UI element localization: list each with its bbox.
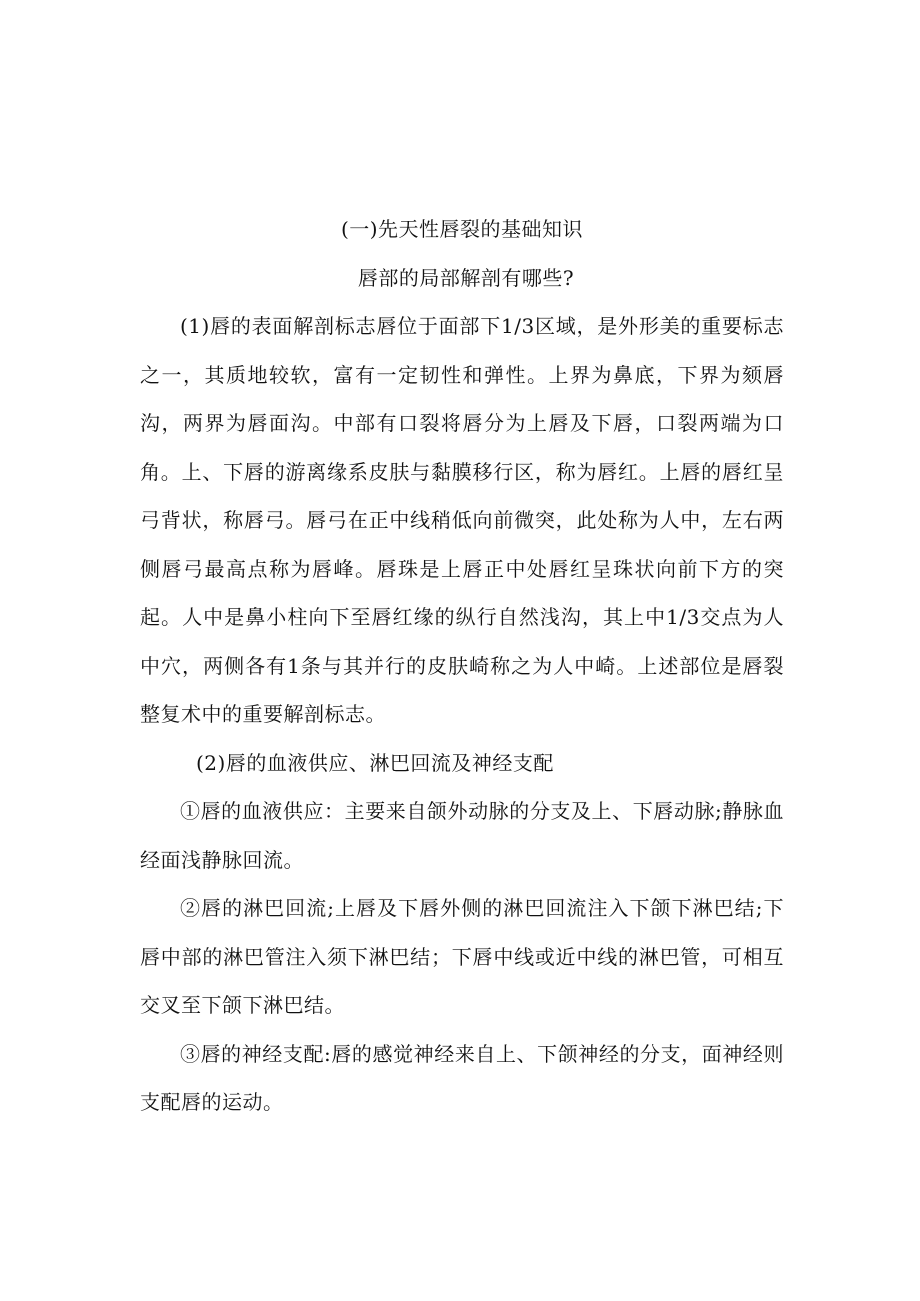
paragraph-lymph-drainage: ②唇的淋巴回流;上唇及下唇外侧的淋巴回流注入下颌下淋巴结;下唇中部的淋巴管注入须下淋巴结；下唇中线或近中线的淋巴管，可相互交叉至下颌下淋巴结。	[140, 896, 784, 1017]
paragraph-nerve-supply: ③唇的神经支配:唇的感觉神经来自上、下颌神经的分支，面神经则支配唇的运动。	[140, 1041, 784, 1114]
section-title: (一)先天性唇裂的基础知识	[340, 217, 584, 241]
document-body	[140, 205, 784, 1127]
paragraph-blood-supply: ①唇的血液供应：主要来自颌外动脉的分支及上、下唇动脉;静脉血经面浅静脉回流。	[140, 799, 784, 872]
paragraph-surface-anatomy: (1)唇的表面解剖标志唇位于面部下1/3区域，是外形美的重要标志之一，其质地较软，富有一定韧性和弹性。上界为鼻底，下界为颏唇沟，两界为唇面沟。中部有口裂将唇分为上唇及下唇，口裂两端为口角。上、下唇的游离缘系皮肤与黏膜移行区，称为唇红。上唇的唇红呈弓背状，称唇弓。唇弓在正中线稍低向前微突，此处称为人中，左右两侧唇弓最高点称为唇峰。唇珠是上唇正中处唇红呈珠状向前下方的突起。人中是鼻小柱向下至唇红缘的纵行自然浅沟，其上中1/3交点为人中穴，两侧各有1条与其并行的皮肤崎称之为人中崎。上述部位是唇裂整复术中的重要解剖标志。	[140, 314, 784, 726]
question-heading: 唇部的局部解剖有哪些?	[357, 265, 575, 290]
paragraph-blood-lymph-nerve-title: (2)唇的血液供应、淋巴回流及神经支配	[196, 750, 554, 775]
